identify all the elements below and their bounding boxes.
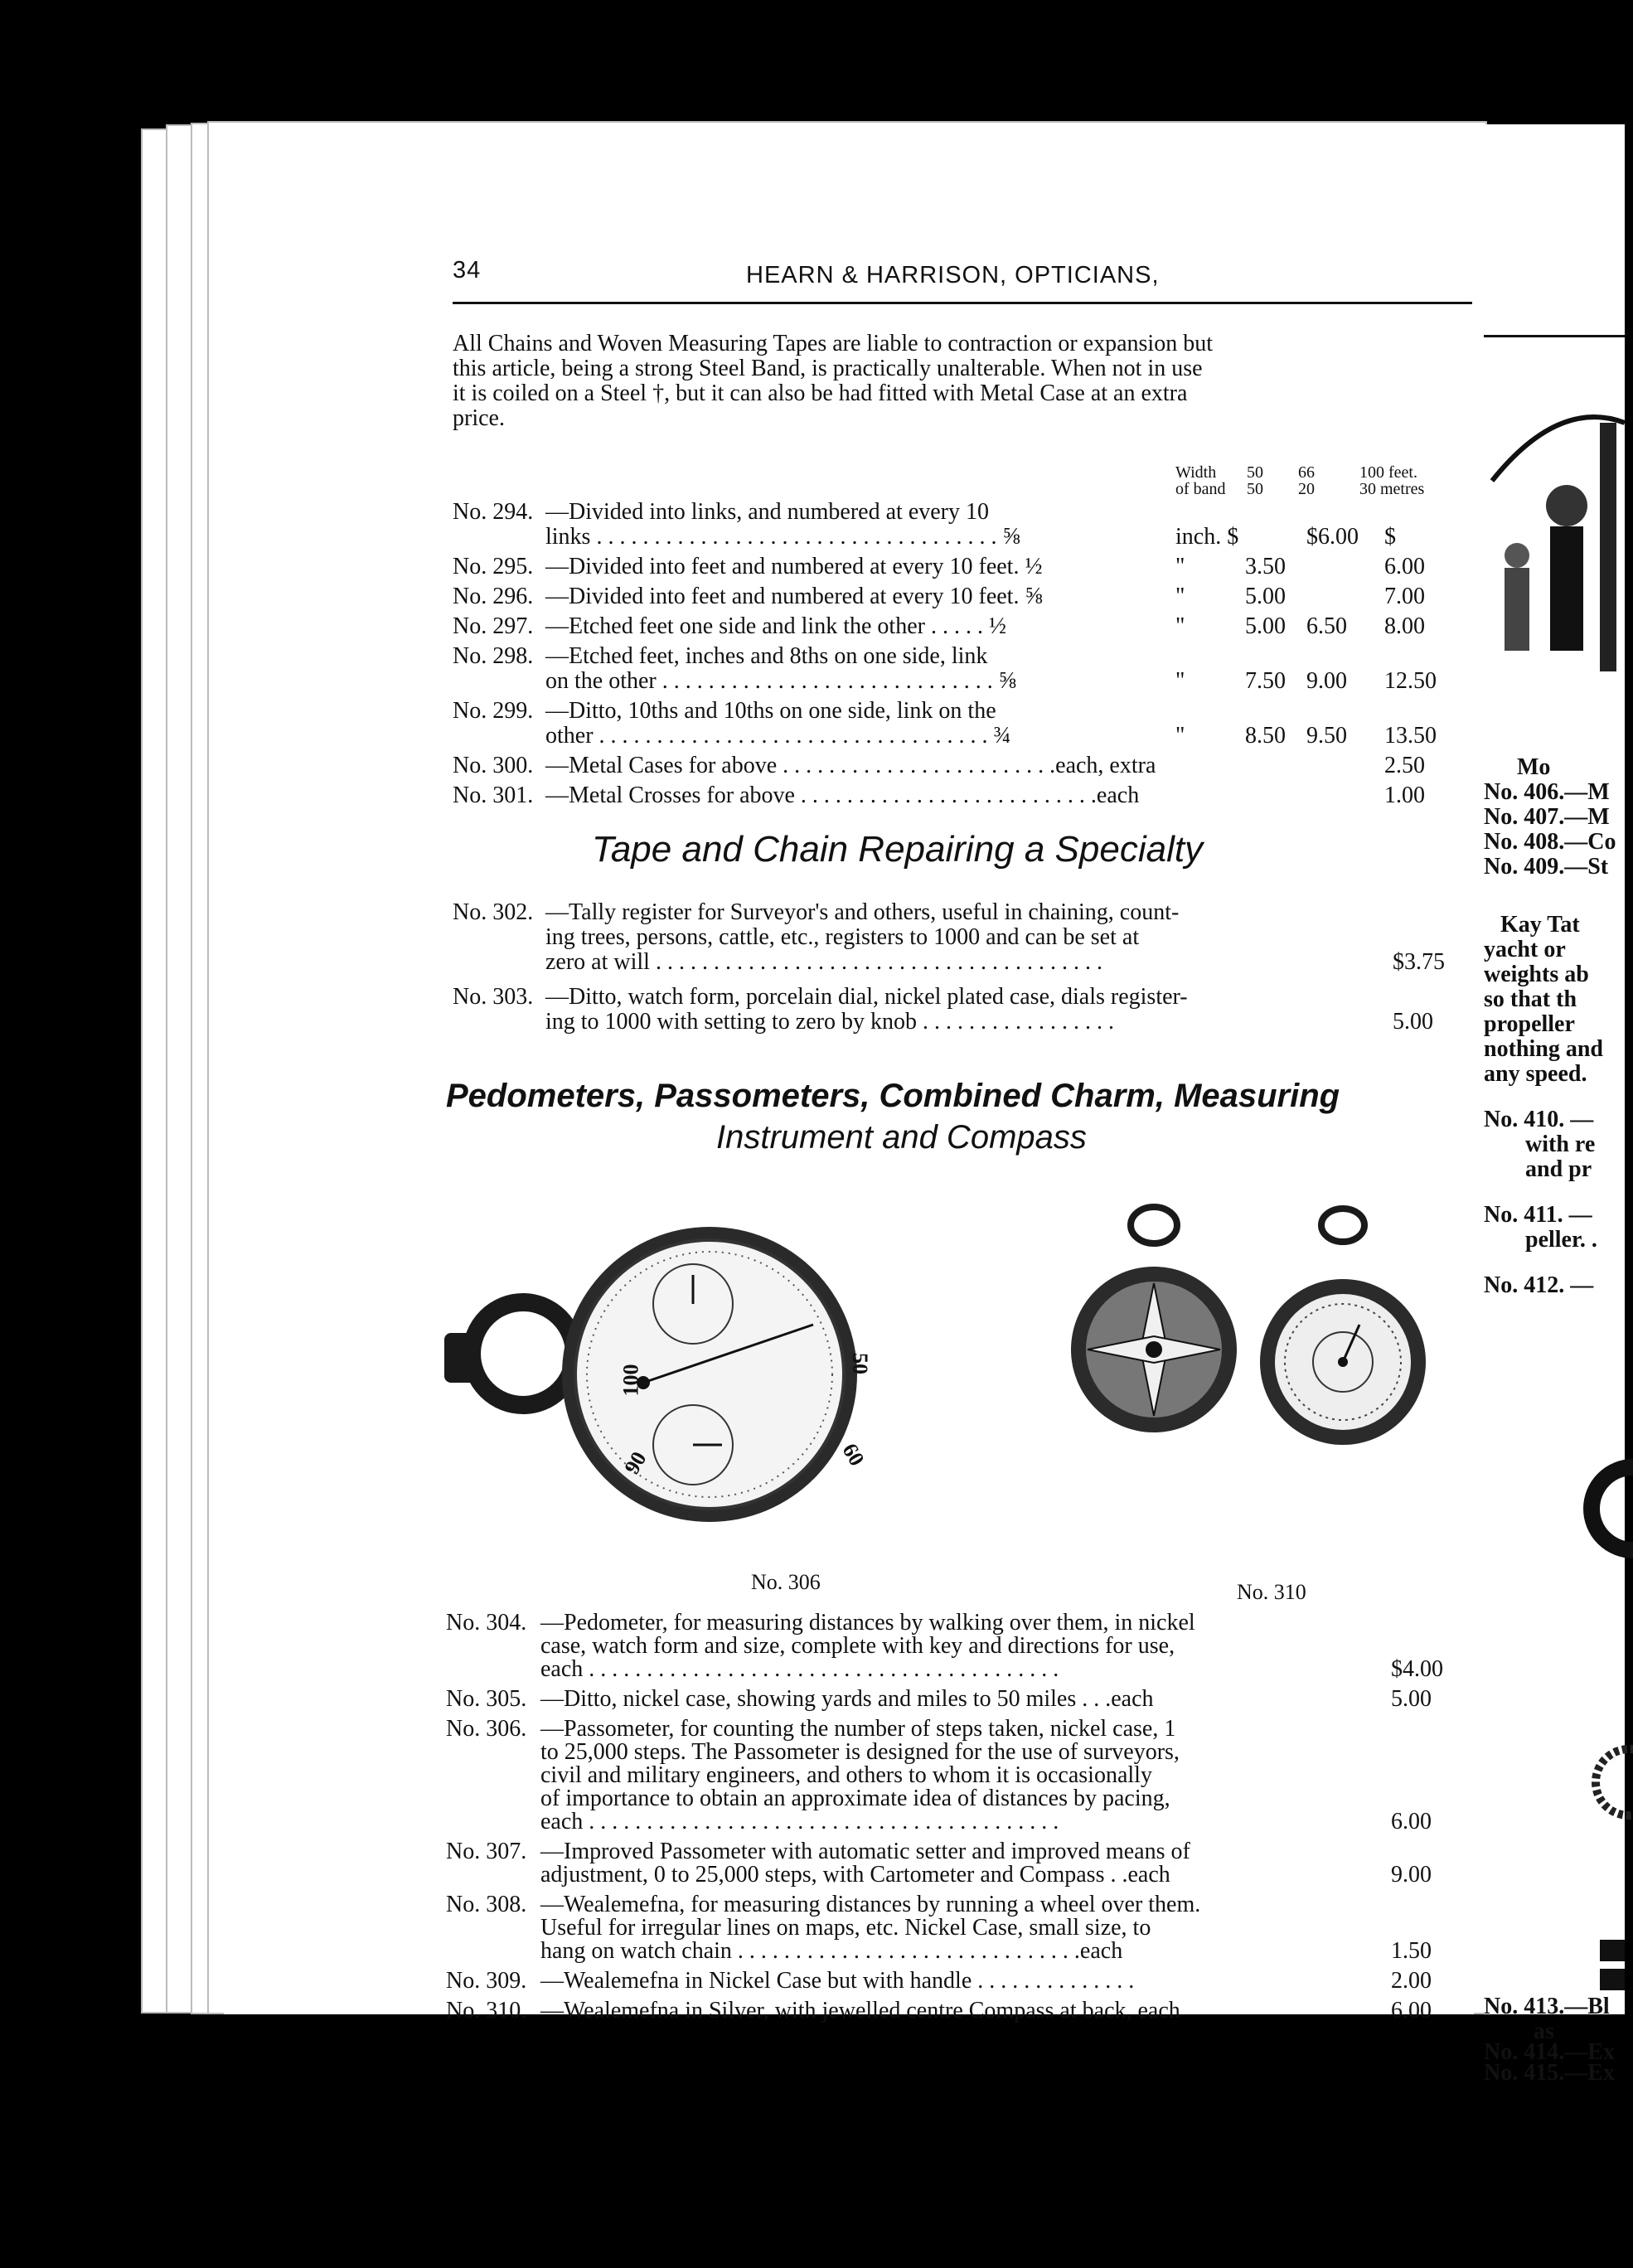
block-icon (1600, 1940, 1625, 1961)
facing-page-line: any speed. (1484, 1061, 1587, 1087)
item-price: 2.00 (1391, 1968, 1432, 1994)
item-description: —Divided into links, and numbered at every 10 (545, 499, 989, 525)
item-width: " (1175, 584, 1185, 609)
dial-number-90: 90 (619, 1447, 652, 1479)
item-price: 5.00 (1393, 1009, 1433, 1035)
item-width: " (1175, 668, 1185, 694)
facing-page-line: with re (1525, 1132, 1596, 1157)
item-description: —Tally register for Surveyor's and others, useful in chaining, count- (545, 899, 1180, 925)
facing-page-fragment (1484, 124, 1625, 2086)
price-66ft: $6.00 (1306, 524, 1359, 550)
item-width: " (1175, 613, 1185, 639)
item-description: of importance to obtain an approximate idea of distances by pacing, (540, 1786, 1170, 1811)
dial-number-100: 100 (618, 1364, 643, 1397)
item-description-cont: links . . . . . . . . . . . . . . . . . . . . . . . . . . . . . . . . . . . ⅝ (545, 524, 1020, 550)
item-price: 5.00 (1391, 1686, 1432, 1712)
item-description: —Metal Cases for above . . . . . . . . . . . . . . . . . . . . . . . .each, extra (545, 753, 1156, 778)
facing-page-line: Mo (1517, 754, 1551, 780)
facing-page-line: No. 410. — (1484, 1107, 1594, 1132)
intro-line: it is coiled on a Steel †, but it can also be had fitted with Metal Case at an extra (453, 380, 1188, 406)
item-number: No. 301. (453, 783, 534, 808)
item-description: —Ditto, watch form, porcelain dial, nickel plated case, dials register- (545, 984, 1188, 1010)
facing-page-line: No. 413.—Bl (1484, 1994, 1610, 2019)
price-50ft: 5.00 (1245, 584, 1286, 609)
item-description: —Ditto, 10ths and 10ths on one side, link on the (545, 698, 996, 724)
item-number: No. 310. (446, 1998, 527, 2023)
column-header-c50: 50 (1247, 480, 1263, 498)
intro-line: All Chains and Woven Measuring Tapes are liable to contraction or expansion but (453, 331, 1213, 356)
facing-page-line: No. 406.—M (1484, 779, 1610, 805)
column-header-width: of band (1175, 480, 1226, 498)
item-description: ing to 1000 with setting to zero by knob . . . . . . . . . . . . . . . . . (545, 1009, 1114, 1035)
item-description: —Ditto, nickel case, showing yards and miles to 50 miles . . .each (540, 1686, 1154, 1712)
item-price: 6.00 (1391, 1998, 1432, 2023)
item-description: —Passometer, for counting the number of steps taken, nickel case, 1 (540, 1716, 1176, 1742)
facing-page-line: as (1534, 2018, 1554, 2044)
item-description: each . . . . . . . . . . . . . . . . . . . . . . . . . . . . . . . . . . . . . . . . . (540, 1656, 1059, 1682)
item-description: to 25,000 steps. The Passometer is designed for the use of surveyors, (540, 1739, 1180, 1765)
facing-page-line: yacht or (1484, 937, 1566, 962)
dial-number-50: 50 (848, 1353, 872, 1374)
item-width: inch. $ (1175, 524, 1239, 550)
price-66ft: 9.50 (1306, 723, 1347, 749)
item-width: " (1175, 554, 1185, 579)
facing-page-line: so that th (1484, 986, 1577, 1012)
dial-number-60: 60 (837, 1439, 870, 1471)
item-price: $3.75 (1393, 949, 1445, 975)
item-number: No. 309. (446, 1968, 527, 1994)
price-100ft: 12.50 (1384, 668, 1437, 694)
facing-page-line: No. 407.—M (1484, 804, 1610, 830)
item-description: ing trees, persons, cattle, etc., registers to 1000 and can be set at (545, 924, 1140, 950)
facing-page-line: propeller (1484, 1011, 1575, 1037)
item-number: No. 306. (446, 1716, 527, 1742)
item-number: No. 304. (446, 1610, 527, 1636)
price-50ft: 7.50 (1245, 668, 1286, 694)
item-description-cont: other . . . . . . . . . . . . . . . . . . . . . . . . . . . . . . . . . . ¾ (545, 723, 1011, 749)
item-number: No. 308. (446, 1892, 527, 1917)
item-number: No. 305. (446, 1686, 527, 1712)
price-66ft: 6.50 (1306, 613, 1347, 639)
item-number: No. 296. (453, 584, 534, 609)
compass-charm-illustration (1078, 1192, 1476, 1582)
item-number: No. 297. (453, 613, 534, 639)
column-header-c66: 20 (1298, 480, 1315, 498)
facing-page-line: nothing and (1484, 1036, 1603, 1062)
item-description: —Metal Crosses for above . . . . . . . . . . . . . . . . . . . . . . . . . .each (545, 783, 1140, 808)
column-header-c66: 66 (1298, 463, 1315, 482)
facing-page-line: peller. . (1525, 1227, 1597, 1253)
facing-page-line: and pr (1525, 1156, 1592, 1182)
intro-line: this article, being a strong Steel Band, is practically unalterable. When not in use (453, 356, 1203, 381)
price-100ft: $ (1384, 524, 1396, 550)
facing-page-line: No. 412. — (1484, 1272, 1594, 1298)
price-50ft: 5.00 (1245, 613, 1286, 639)
item-number: No. 295. (453, 554, 534, 579)
column-header-c50: 50 (1247, 463, 1263, 482)
item-number: No. 303. (453, 984, 534, 1010)
item-number: No. 300. (453, 753, 534, 778)
block-icon (1600, 1969, 1625, 1990)
column-header-c100: 30 metres (1359, 480, 1425, 498)
item-description: zero at will . . . . . . . . . . . . . . . . . . . . . . . . . . . . . . . . . . . . . . . (545, 949, 1102, 975)
item-description: —Wealemefna in Silver, with jewelled centre Compass at back, each (540, 1998, 1180, 2023)
facing-page-line: Kay Tat (1500, 912, 1580, 938)
price-100ft: 6.00 (1384, 554, 1425, 579)
item-description: —Etched feet, inches and 8ths on one side, link (545, 643, 988, 669)
item-description: —Wealemefna, for measuring distances by running a wheel over them. (540, 1892, 1201, 1917)
facing-page-line: No. 414.—Ex (1484, 2039, 1615, 2065)
yacht-interior-illustration (1492, 348, 1625, 729)
item-description: —Pedometer, for measuring distances by walking over them, in nickel (540, 1610, 1195, 1636)
item-width: " (1175, 723, 1185, 749)
item-description-cont: on the other . . . . . . . . . . . . . . . . . . . . . . . . . . . . . ⅝ (545, 668, 1016, 694)
price-100ft: 13.50 (1384, 723, 1437, 749)
catalogue-page (224, 124, 1474, 2023)
item-price: 6.00 (1391, 1809, 1432, 1834)
facing-page-line: No. 409.—St (1484, 854, 1609, 880)
intro-line: price. (453, 405, 505, 431)
coil-illustration (1592, 1732, 1625, 1832)
item-description: each . . . . . . . . . . . . . . . . . . . . . . . . . . . . . . . . . . . . . . . . . (540, 1809, 1059, 1834)
item-description: —Wealemefna in Nickel Case but with handle . . . . . . . . . . . . . . (540, 1968, 1135, 1994)
item-number: No. 298. (453, 643, 534, 669)
header-rule (453, 302, 1472, 304)
facing-page-line: weights ab (1484, 962, 1589, 987)
price-50ft: 3.50 (1245, 554, 1286, 579)
facing-page-line: No. 415.—Ex (1484, 2060, 1615, 2086)
facing-page-line: No. 408.—Co (1484, 829, 1616, 855)
item-description: case, watch form and size, complete with key and directions for use, (540, 1633, 1175, 1659)
price-100ft: 2.50 (1384, 753, 1425, 778)
item-description: —Improved Passometer with automatic setter and improved means of (540, 1839, 1190, 1864)
item-number: No. 302. (453, 899, 534, 925)
section-heading-pedometers-line2: Instrument and Compass (716, 1119, 1087, 1156)
item-price: $4.00 (1391, 1656, 1443, 1682)
column-header-width: Width (1175, 463, 1217, 482)
facing-page-line: No. 411. — (1484, 1202, 1592, 1228)
caption-no-306: No. 306 (751, 1570, 821, 1594)
section-heading-repairing: Tape and Chain Repairing a Specialty (592, 829, 1204, 870)
item-number: No. 299. (453, 698, 534, 724)
item-description: —Divided into feet and numbered at every 10 feet. ⅝ (545, 584, 1043, 609)
ring-illustration (1583, 1451, 1633, 1567)
facing-header-rule (1484, 335, 1625, 337)
item-description: civil and military engineers, and others to whom it is occasionally (540, 1762, 1152, 1788)
item-price: 1.50 (1391, 1938, 1432, 1964)
item-description: —Etched feet one side and link the other . . . . . ½ (545, 613, 1006, 639)
price-100ft: 7.00 (1384, 584, 1425, 609)
running-head: HEARN & HARRISON, OPTICIANS, (746, 262, 1160, 288)
price-66ft: 9.00 (1306, 668, 1347, 694)
item-number: No. 294. (453, 499, 534, 525)
intro-paragraph (453, 332, 1213, 431)
item-description: Useful for irregular lines on maps, etc. Nickel Case, small size, to (540, 1915, 1151, 1941)
section-heading-pedometers: Pedometers, Passometers, Combined Charm, Measuring (446, 1078, 1340, 1114)
caption-no-310: No. 310 (1237, 1580, 1306, 1604)
price-50ft: 8.50 (1245, 723, 1286, 749)
item-description: adjustment, 0 to 25,000 steps, with Cartometer and Compass . .each (540, 1862, 1170, 1888)
price-100ft: 1.00 (1384, 783, 1425, 808)
item-description: —Divided into feet and numbered at every 10 feet. ½ (545, 554, 1043, 579)
price-100ft: 8.00 (1384, 613, 1425, 639)
item-price: 9.00 (1391, 1862, 1432, 1888)
column-header-c100: 100 feet. (1359, 463, 1417, 482)
page-number: 34 (453, 257, 482, 284)
item-description: hang on watch chain . . . . . . . . . . . . . . . . . . . . . . . . . . . . . .each (540, 1938, 1123, 1964)
item-number: No. 307. (446, 1839, 527, 1864)
